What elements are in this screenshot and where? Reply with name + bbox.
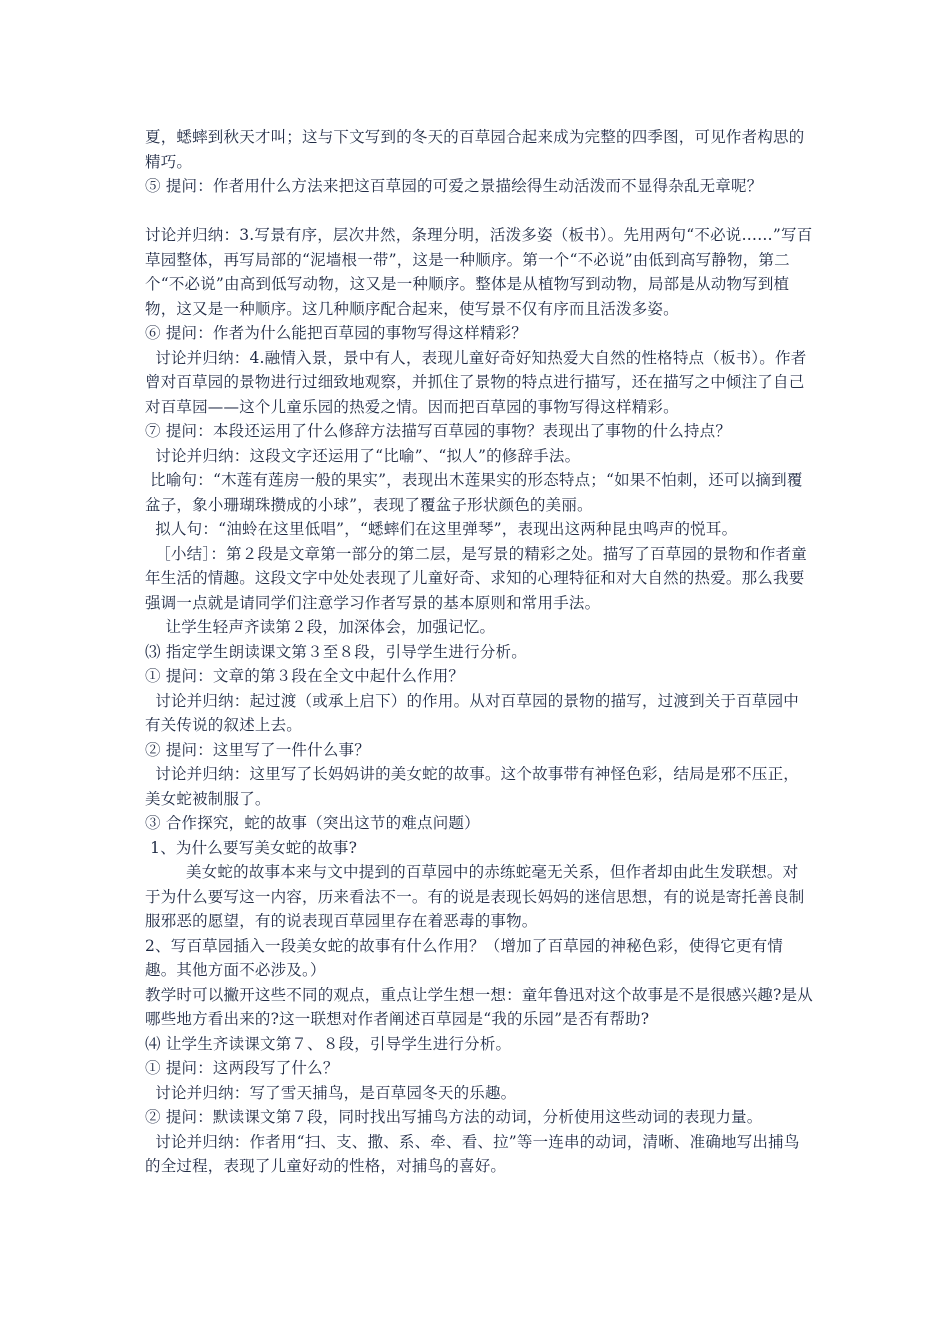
paragraph: 美女蛇的故事本来与文中提到的百草园中的赤练蛇毫无关系，但作者却由此生发联想。对于为什么要写这一内容，历来看法不一。有的说是表现长妈妈的迷信思想，有的说是寄托善良制服邪恶的愿望，有的说表现百草园里存在着恶毒的事物。 (145, 863, 805, 930)
question: ② 提问：默读课文第７段，同时找出写捕鸟方法的动词，分析使用这些动词的表现力量。 (145, 1108, 763, 1126)
paragraph: 夏，蟋蟀到秋天才叫；这与下文写到的冬天的百草园合起来成为完整的四季图，可见作者构思的精巧。 (145, 128, 805, 171)
question: ② 提问：这里写了一件什么事？ (145, 740, 370, 759)
blank-line (145, 199, 813, 224)
question: ⑦ 提问：本段还运用了什么修辞方法描写百草园的事物？表现出了事物的什么持点？ (145, 422, 732, 440)
paragraph: 讨论并归纳：这段文字还运用了“比喻”、“拟人”的修辞手法。 (145, 446, 581, 465)
question: ⑤ 提问：作者用什么方法来把这百草园的可爱之景描绘得生动活泼而不显得杂乱无章呢？ (145, 177, 763, 195)
body-text (145, 125, 813, 1179)
question: ⑥ 提问：作者为什么能把百草园的事物写得这样精彩？ (145, 324, 527, 342)
paragraph: 讨论并归纳：这里写了长妈妈讲的美女蛇的故事。这个故事带有神怪色彩，结局是邪不压正，美女蛇被制服了。 (145, 765, 799, 808)
question: 2、写百草园插入一段美女蛇的故事有什么作用？（增加了百草园的神秘色彩，使得它更有情趣。其他方面不必涉及。） (145, 936, 784, 979)
paragraph: 教学时可以撇开这些不同的观点，重点让学生想一想：童年鲁迅对这个故事是不是很感兴趣?是从哪些地方看出来的?这一联想对作者阐述百草园是“我的乐园”是否有帮助? (145, 985, 813, 1028)
paragraph: 让学生轻声齐读第２段，加深体会，加强记忆。 (145, 618, 496, 636)
question: ① 提问：这两段写了什么？ (145, 1059, 339, 1077)
paragraph: 讨论并归纳：作者用“扫、支、撒、系、牵、看、拉”等一连串的动词，清晰、准确地写出捕鸟的全过程，表现了儿童好动的性格，对捕鸟的喜好。 (145, 1132, 800, 1175)
question: 1、为什么要写美女蛇的故事? (145, 838, 358, 857)
paragraph: 讨论并归纳：3.写景有序，层次井然，条理分明，活泼多姿（板书）。先用两句“不必说……”写百草园整体，再写局部的“泥墙根一带”，这是一种顺序。第一个“不必说”由低到高写静物，第二个“不必说”由高到低写动物，这又是一种顺序。整体是从植物写到动物，局部是从动物写到植物，这又是一种顺序。这几种顺序配合起来，使写景不仅有序而且活泼多姿。 (145, 226, 813, 318)
section-heading: ⑶ 指定学生朗读课文第３至８段，引导学生进行分析。 (145, 642, 527, 661)
paragraph: 讨论并归纳：写了雪天捕鸟，是百草园冬天的乐趣。 (145, 1083, 517, 1102)
section-heading: ⑷ 让学生齐读课文第７、８段，引导学生进行分析。 (145, 1034, 512, 1053)
summary-paragraph: ［小结］：第２段是文章第一部分的第二层，是写景的精彩之处。描写了百草园的景物和作者童年生活的情趣。这段文字中处处表现了儿童好奇、求知的心理特征和对大自然的热爱。那么我要强调一点就是请同学们注意学习作者写景的基本原则和常用手法。 (145, 544, 807, 612)
paragraph: 讨论并归纳：起过渡（或承上启下）的作用。从对百草园的景物的描写，过渡到关于百草园中有关传说的叙述上去。 (145, 691, 799, 734)
paragraph: 比喻句：“木莲有莲房一般的果实”，表现出木莲果实的形态特点；“如果不怕刺，还可以摘到覆盆子，象小珊瑚珠攒成的小球”，表现了覆盆子形状颜色的美丽。 (145, 471, 803, 514)
paragraph: 拟人句：“油蛉在这里低唱”，“蟋蟀们在这里弹琴”，表现出这两种昆虫鸣声的悦耳。 (145, 520, 738, 538)
question: ③ 合作探究，蛇的故事（突出这节的难点问题） (145, 814, 480, 832)
paragraph: 讨论并归纳：4.融情入景，景中有人，表现儿童好奇好知热爱大自然的性格特点（板书）。作者曾对百草园的景物进行过细致地观察，并抓住了景物的特点进行描写，还在描写之中倾注了自己对百草园——这个儿童乐园的热爱之情。因而把百草园的事物写得这样精彩。 (145, 348, 807, 416)
question: ① 提问：文章的第３段在全文中起什么作用？ (145, 667, 465, 685)
